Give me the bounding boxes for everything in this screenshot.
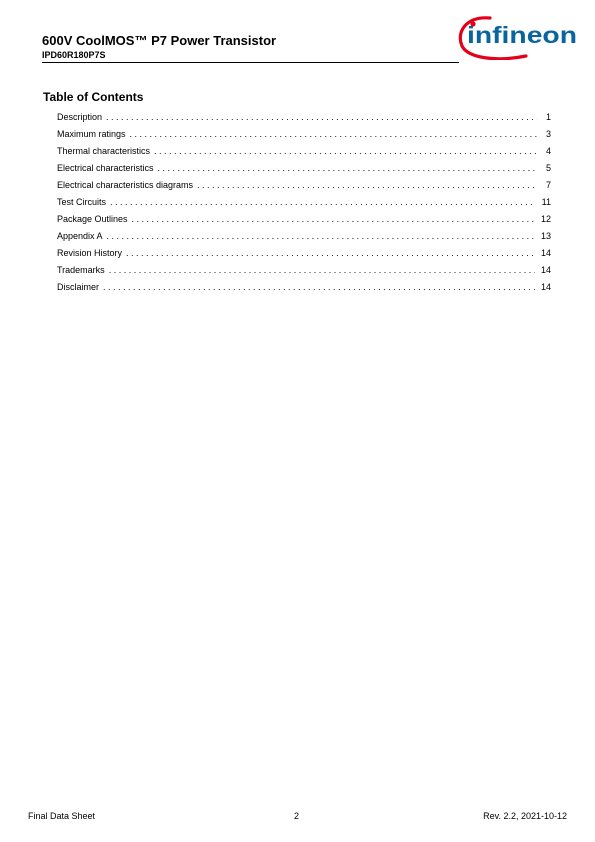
toc-dot-leader — [130, 128, 537, 141]
infineon-logo — [456, 10, 580, 60]
toc-dot-leader — [107, 230, 535, 243]
toc-entry-label[interactable]: Electrical characteristics — [57, 163, 154, 173]
toc-entry[interactable] — [57, 196, 551, 213]
toc-entry[interactable] — [57, 128, 551, 145]
toc-entry-page[interactable]: 5 — [545, 163, 551, 173]
toc-entry-page[interactable]: 11 — [541, 197, 551, 207]
toc-entry[interactable] — [57, 111, 551, 128]
footer-revision: Rev. 2.2, 2021-10-12 — [483, 811, 567, 821]
toc-entry[interactable] — [57, 145, 551, 162]
footer-page-number: 2 — [294, 811, 300, 821]
toc-entry-page[interactable]: 7 — [545, 180, 551, 190]
toc-entry-label[interactable]: Disclaimer — [57, 282, 100, 292]
toc-entry-page[interactable]: 14 — [540, 265, 551, 275]
page-header — [42, 33, 459, 61]
toc-entry-page[interactable]: 12 — [540, 214, 551, 224]
toc-entry[interactable] — [57, 247, 551, 264]
footer-document-type: Final Data Sheet — [28, 811, 96, 821]
toc-entry-label[interactable]: Electrical characteristics diagrams — [57, 180, 194, 190]
toc-entry-label[interactable]: Revision History — [57, 248, 123, 258]
toc-entry[interactable] — [57, 281, 551, 298]
toc-entry-label[interactable]: Test Circuits — [57, 197, 107, 207]
document-title: 600V CoolMOS™ P7 Power Transistor — [42, 33, 277, 48]
part-number: IPD60R180P7S — [42, 50, 106, 60]
toc-entry-label[interactable]: Trademarks — [57, 265, 105, 275]
toc-dot-leader — [110, 196, 536, 209]
toc-entry[interactable] — [57, 179, 551, 196]
toc-dot-leader — [197, 179, 537, 192]
toc-dot-leader — [106, 111, 537, 124]
toc-dot-leader — [158, 162, 537, 175]
toc-entry-page[interactable]: 14 — [540, 282, 551, 292]
toc-entry-page[interactable]: 1 — [545, 112, 551, 122]
toc-entry-label[interactable]: Description — [57, 112, 103, 122]
toc-entry[interactable] — [57, 162, 551, 179]
toc-entry[interactable] — [57, 213, 551, 230]
toc-entry-page[interactable]: 13 — [540, 231, 551, 241]
toc-dot-leader — [132, 213, 535, 226]
toc-dot-leader — [154, 145, 537, 158]
toc-entry-label[interactable]: Maximum ratings — [57, 129, 126, 139]
toc-entry-page[interactable]: 4 — [545, 146, 551, 156]
toc-entry-page[interactable]: 14 — [540, 248, 551, 258]
toc-entry-page[interactable]: 3 — [545, 129, 551, 139]
header-divider — [42, 62, 459, 63]
toc-entry[interactable] — [57, 230, 551, 247]
toc-dot-leader — [126, 247, 535, 260]
toc-entry-label[interactable]: Thermal characteristics — [57, 146, 151, 156]
toc-dot-leader — [109, 264, 535, 277]
toc-entry[interactable] — [57, 264, 551, 281]
toc-dot-leader — [103, 281, 535, 294]
toc-entry-label[interactable]: Appendix A — [57, 231, 103, 241]
toc-heading: Table of Contents — [43, 90, 144, 104]
table-of-contents — [57, 111, 551, 298]
logo-text: infineon — [467, 22, 577, 48]
toc-entry-label[interactable]: Package Outlines — [57, 214, 128, 224]
